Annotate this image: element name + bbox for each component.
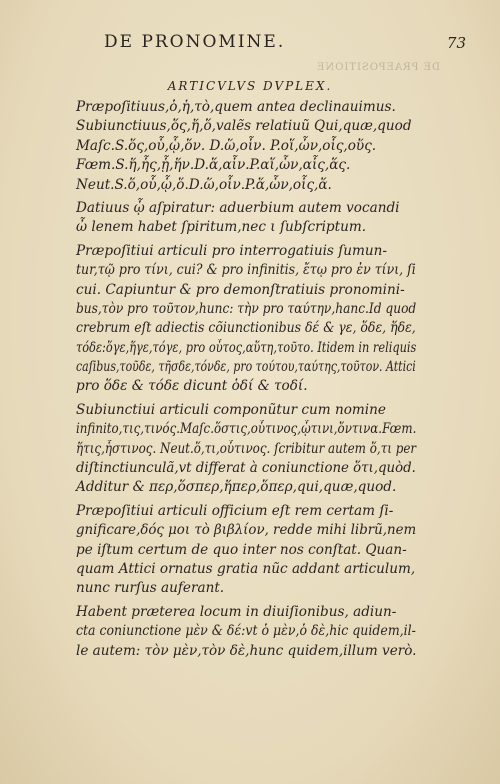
text-line: tur,τῷ pro τίνι, cui? & pro infinitis, ἔτῳ pro ἐν τίνι, ſi (76, 262, 416, 279)
text-line: Subiunctiui articuli componũtur cum nomine (76, 401, 386, 418)
paragraph (76, 502, 416, 599)
text-line: pro ὅδε & τόδε dicunt ὁδί & τοδί. (76, 378, 308, 395)
text-line: crebrum eſt adiectis cõiunctionibus δέ & γε, ὅδε, ἥδε, (76, 320, 416, 337)
text-line: infinito,τις,τινός.Maſc.ὅστις,οὗτινος,ᾧτινι,ὅντινα.Fœm. (76, 421, 417, 438)
paragraph (76, 242, 416, 397)
text-line: Habent præterea locum in diuiſionibus, adiun- (76, 603, 397, 620)
section-heading: ARTICVLVS DVPLEX. (167, 79, 333, 93)
text-line: ἥτις,ἧστινος. Neut.ὅ,τι,οὗτινος. ſcribitur autem ὅ,τι per (76, 440, 417, 457)
paragraph (76, 199, 416, 238)
text-line: diſtinctiunculã,vt differat à coniunctione ὅτι,quòd. (76, 460, 416, 477)
text-line: Fœm.S.ἥ,ἧς,ᾗ,ἥν.D.ἅ,αἷν.P.αἵ,ὧν,αἷς,ἅς. (76, 157, 351, 174)
paragraph (76, 401, 416, 498)
text-line: bus,τὸν pro τοῦτον,hunc: τὴν pro ταύτην,hanc.Id quod (76, 300, 417, 317)
text-line: Neut.S.ὅ,οὗ,ᾧ,ὅ.D.ὥ,οἷν.P.ἅ,ὧν,οἷς,ἅ. (76, 176, 332, 193)
text-line: pe iſtum certum de quo inter nos conſtat. Quan- (76, 541, 407, 558)
text-line: cta coniunctione μὲν & δέ:vt ὁ μὲν,ὁ δὲ,hic quidem,il- (76, 623, 416, 640)
text-line: Præpoſitiuus,ὁ,ἡ,τὸ,quem antea declinauimus. (76, 99, 396, 115)
text-line: Datiuus ᾧ aſpiratur: aduerbium autem vocandi (76, 199, 400, 216)
text-line: le autem: τὸν μὲν,τὸν δὲ,hunc quidem,illum verò. (76, 642, 417, 659)
running-title: DE PRONOMINE. (104, 32, 286, 52)
text-line: caſibus,τοῦδε, τῆσδε,τόνδε, pro τούτου,ταύτης,τοῦτον. Attici (76, 359, 416, 376)
text-line: Subiunctiuus,ὅς,ἥ,ὅ,valẽs relatiuũ Qui,quæ,quod (76, 118, 412, 135)
text-line: cui. Capiuntur & pro demonſtratiuis pronomini- (76, 281, 405, 298)
text-line: gnificare,δός μοι τὸ βιβλίον, redde mihi librũ,nem (76, 522, 417, 539)
page-number: 73 (446, 34, 466, 52)
paragraph (76, 98, 416, 195)
text-line: Præpoſitiui articuli pro interrogatiuis ſumun- (76, 242, 388, 259)
paragraph (76, 603, 416, 661)
text-line: quam Attici ornatus gratia nũc addant articulum, (76, 560, 416, 577)
bleed-through-text: DE PRAEPOSITIONE (316, 62, 440, 73)
text-line: ὦ lenem habet ſpiritum,nec ι ſubſcriptum. (76, 219, 367, 236)
text-line: τόδε:ὅγε,ἥγε,τόγε, pro οὗτος,αὕτη,τοῦτο. Itidem in reliquis (76, 339, 417, 356)
body-text (76, 98, 416, 661)
text-line: Maſc.S.ὅς,οὗ,ᾧ,ὅν. D.ὥ,οἷν. P.οἵ,ὧν,οἷς,οὕς. (76, 137, 377, 154)
text-line: Præpoſitiui articuli officium eſt rem certam ſi- (76, 502, 394, 519)
text-line: Additur & περ,ὅσπερ,ἥπερ,ὅπερ,qui,quæ,quod. (76, 479, 397, 496)
page-header (88, 28, 488, 56)
text-line: nunc rurſus auferant. (76, 580, 225, 597)
